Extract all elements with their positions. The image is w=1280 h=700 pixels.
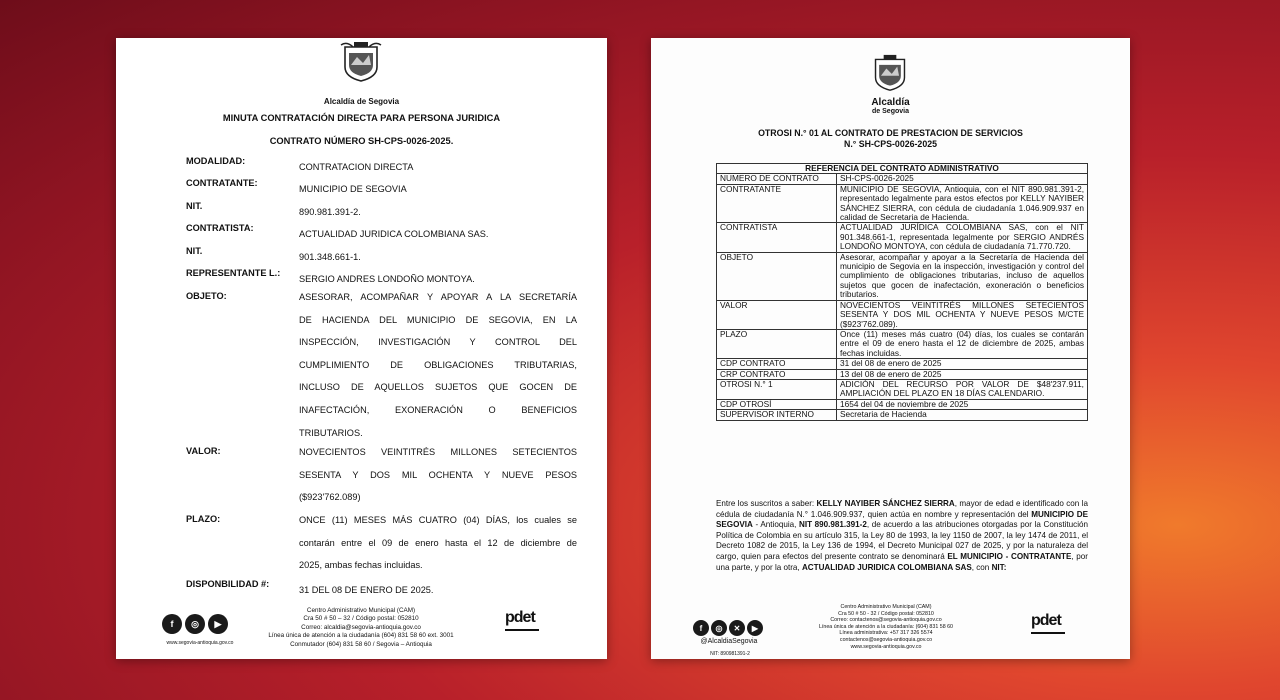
row-value: ADICIÓN DEL RECURSO POR VALOR DE $48'237.911, AMPLIACIÓN DEL PLAZO EN 18 DÍAS CALENDARIO. — [837, 379, 1088, 399]
body-bold: ACTUALIDAD JURIDICA COLOMBIANA SAS — [801, 562, 972, 572]
table-header: REFERENCIA DEL CONTRATO ADMINISTRATIVO — [717, 164, 1088, 174]
body-bold: EL MUNICIPIO - CONTRATANTE — [947, 551, 1072, 561]
document-page-otrosi — [651, 38, 1130, 659]
field-value: ACTUALIDAD JURIDICA COLOMBIANA SAS. — [299, 229, 489, 239]
coat-of-arms-icon — [870, 54, 910, 92]
brand-name: Alcaldía de Segovia — [323, 97, 400, 106]
title-line: OTROSI N.° 01 AL CONTRATO DE PRESTACION DE SERVICIOS — [758, 128, 1023, 138]
body-text: , mayor de edad e identificado con la cédula de ciudadanía N.° 1.046.909.937, quien actúa en nombre y representación del — [716, 499, 1088, 519]
body-bold: MUNICIPIO DE SEGOVIA — [716, 509, 1088, 530]
body-bold: KELLY NAYIBER SÁNCHEZ SIERRA — [816, 499, 955, 508]
field-label: OBJETO: — [186, 291, 227, 301]
youtube-icon[interactable]: ▶ — [747, 620, 763, 636]
value-line: SESENTA Y DOS MIL OCHENTA Y NUEVE PESOS — [299, 469, 577, 480]
value-line: 2025, ambas fechas incluidas. — [299, 560, 423, 571]
pdet-wordmark: pdet — [505, 609, 535, 626]
row-value: SH-CPS-0026-2025 — [837, 174, 1088, 184]
body-text: , de acuerdo a las atribuciones otorgadas por la Constitución Política de Colombia en su artículo 315, la Ley 80 de 1993, la ley 1150 de 2007, la ley 1474 de 2011, el Decreto 1082 de 2015, la Ley 136 de 1994, el Decreto Municipal 027 de 2025, y por la naturaleza del cargo, quien para efectos del presente contrato se denominará — [716, 520, 1089, 561]
row-key: CDP CONTRATO — [717, 359, 837, 369]
title-line: N.° SH-CPS-0026-2025 — [844, 139, 937, 149]
field-label: DISPONBILIDAD #: — [186, 579, 270, 589]
instagram-icon[interactable]: ◎ — [185, 614, 205, 634]
table-row — [717, 369, 1088, 379]
value-line: ONCE (11) MESES MÁS CUATRO (04) DÍAS, los cuales se — [299, 515, 577, 525]
brand-name — [651, 98, 1130, 116]
row-value: Secretaria de Hacienda — [837, 410, 1088, 420]
footer-contact — [801, 604, 971, 650]
document-page-minuta — [116, 38, 607, 659]
footer-line: Línea única de atención a la ciudadanía: (604) 831 58 60 — [819, 623, 953, 630]
x-icon[interactable]: ✕ — [729, 620, 745, 636]
row-value: 31 del 08 de enero de 2025 — [837, 359, 1088, 369]
field-value — [299, 441, 577, 509]
field-label: CONTRATANTE: — [186, 178, 258, 188]
table-row — [717, 329, 1088, 358]
row-key: OTROSI N.° 1 — [717, 379, 837, 399]
body-bold: NIT 890.981.391-2 — [799, 520, 867, 530]
table-row — [717, 399, 1088, 409]
field-label: REPRESENTANTE L.: — [186, 268, 281, 278]
footer-nit: NIT: 890981391-2 — [710, 651, 750, 657]
row-value: Once (11) meses más cuatro (04) días, los cuales se contarán entre el 09 de enero hasta el 12 de diciembre de 2025, ambas fechas incluidas. — [837, 329, 1088, 358]
pdet-logo — [505, 609, 545, 643]
document-title: MINUTA CONTRATACIÓN DIRECTA PARA PERSONA JURIDICA — [222, 113, 501, 123]
row-value: NOVECIENTOS VEINTITRÉS MILLONES SETECIENTOS SESENTA Y DOS MIL OCHENTA Y NUEVE PESOS M/CTE ($923'762.089). — [837, 300, 1088, 329]
footer-line: Línea única de atención a la ciudadanía (604) 831 58 60 ext. 3001 — [268, 632, 454, 640]
footer-line: Centro Administrativo Municipal (CAM) — [840, 604, 932, 610]
field-value: MUNICIPIO DE SEGOVIA — [299, 184, 407, 194]
field-label: CONTRATISTA: — [186, 223, 254, 233]
pdet-logo — [1031, 612, 1071, 646]
footer-contact — [266, 607, 456, 649]
social-handle[interactable]: @AlcaldiaSegovia — [700, 638, 758, 645]
youtube-icon[interactable]: ▶ — [208, 614, 228, 634]
contract-number: CONTRATO NÚMERO SH-CPS-0026-2025. — [269, 136, 454, 146]
field-label: NIT. — [186, 201, 203, 211]
row-key: CONTRATANTE — [717, 184, 837, 223]
row-value: Asesorar, acompañar y apoyar a la Secretaría de Hacienda del municipio de Segovia en la inspección, investigación y control del cumplimiento de obligaciones tributarias, incluso de aquellos sujetos que gocen de inafectación, exoneración o beneficios tributarios. — [837, 252, 1088, 300]
body-text: Entre los suscritos a saber: — [716, 499, 817, 508]
field-value: 890.981.391-2. — [299, 207, 361, 217]
footer-line: Correo: contactenos@segovia-antioquia.gov.co — [830, 617, 942, 624]
value-line: contarán entre el 09 de enero hasta el 12 de diciembre de — [299, 537, 577, 548]
footer-line: Conmutador (604) 831 58 60 / Segovia – Antioquia — [290, 640, 432, 648]
field-value: 901.348.661-1. — [299, 252, 361, 262]
value-line: DE HACIENDA DEL MUNICIPIO DE SEGOVIA, EN LA — [299, 314, 577, 325]
field-value: SERGIO ANDRES LONDOÑO MONTOYA. — [299, 274, 475, 284]
field-label: VALOR: — [186, 446, 221, 456]
footer-line: Cra 50 # 50 - 32 / Código postal: 052810 — [838, 610, 934, 617]
table-row — [717, 410, 1088, 420]
facebook-icon[interactable]: f — [162, 614, 182, 634]
row-key: SUPERVISOR INTERNO — [717, 410, 837, 420]
table-row — [717, 223, 1088, 252]
field-value — [299, 286, 577, 444]
facebook-icon[interactable]: f — [693, 620, 709, 636]
brand-line: Alcaldía — [871, 97, 910, 108]
table-row — [717, 252, 1088, 300]
field-value: 31 DEL 08 DE ENERO DE 2025. — [299, 585, 434, 595]
footer-line: www.segovia-antioquia.gov.co — [850, 643, 922, 650]
value-line: INCLUSO DE AQUELLOS SUJETOS QUE GOCEN DE — [299, 382, 577, 393]
value-line: ($923'762.089) — [299, 492, 361, 503]
document-title — [651, 128, 1130, 150]
row-key: NUMERO DE CONTRATO — [717, 174, 837, 184]
body-bold: NIT: — [991, 562, 1007, 572]
value-line: CUMPLIMIENTO DE OBLIGACIONES TRIBUTARIAS, — [299, 359, 577, 370]
footer-line: Línea administrativa: +57 317 326 5574 — [839, 630, 933, 637]
row-value: 13 del 08 de enero de 2025 — [837, 369, 1088, 379]
value-line: TRIBUTARIOS. — [299, 427, 363, 438]
row-key: PLAZO — [717, 329, 837, 358]
field-value — [299, 509, 577, 577]
footer-line: Correo: alcaldia@segovia-antioquia.gov.co — [301, 623, 421, 631]
contract-reference-table — [716, 163, 1088, 421]
row-value: ACTUALIDAD JURÍDICA COLOMBIANA SAS, con el NIT 901.348.661-1, representada legalmente por SERGIO ANDRÉS LONDOÑO MONTOYA, con cédula de ciudadanía 71.770.720. — [837, 223, 1088, 252]
row-key: CRP CONTRATO — [717, 369, 837, 379]
footer-line: contactenos@segovia-antioquia.gov.co — [839, 636, 933, 643]
table-header-row — [717, 164, 1088, 174]
social-icons — [162, 614, 228, 634]
table-row — [717, 184, 1088, 223]
body-text: - Antioquia, — [752, 520, 800, 530]
footer-line: Cra 50 # 50 – 32 / Código postal: 052810 — [303, 615, 419, 623]
instagram-icon[interactable]: ◎ — [711, 620, 727, 636]
row-value: MUNICIPIO DE SEGOVIA, Antioquia, con el NIT 890.981.391-2, representado legalmente para estos efectos por KELLY NAYIBER SÁNCHEZ SIERRA, con cédula de ciudadanía 1.046.909.937 en calidad de Secretaria de Hacienda. — [837, 184, 1088, 223]
value-line: INSPECCIÓN, INVESTIGACIÓN Y CONTROL DEL — [299, 337, 577, 348]
footer-line: Centro Administrativo Municipal (CAM) — [306, 607, 416, 614]
body-text: , por una parte, y por la otra, — [716, 551, 1088, 572]
brand-line: de Segovia — [872, 108, 909, 115]
table-row — [717, 174, 1088, 184]
website-link[interactable]: www.segovia-antioquia.gov.co — [166, 640, 234, 646]
value-line: NOVECIENTOS VEINTITRÉS MILLONES SETECIENTOS — [299, 447, 577, 457]
field-label: MODALIDAD: — [186, 156, 246, 166]
table-row — [717, 359, 1088, 369]
row-key: OBJETO — [717, 252, 837, 300]
table-row — [717, 379, 1088, 399]
coat-of-arms-icon — [339, 41, 383, 83]
row-key: CDP OTROSÍ — [717, 399, 837, 409]
field-value: CONTRATACION DIRECTA — [299, 162, 414, 172]
contract-body-text — [716, 499, 1088, 573]
field-label: NIT. — [186, 246, 203, 256]
body-text: , con — [971, 562, 992, 572]
value-line: ASESORAR, ACOMPAÑAR Y APOYAR A LA SECRETARÍA — [299, 292, 577, 302]
value-line: INAFECTACIÓN, EXONERACIÓN O BENEFICIOS — [299, 404, 577, 415]
social-icons — [693, 620, 763, 636]
table-row — [717, 300, 1088, 329]
pdet-wordmark: pdet — [1031, 612, 1061, 629]
field-label: PLAZO: — [186, 514, 221, 524]
row-key: CONTRATISTA — [717, 223, 837, 252]
row-value: 1654 del 04 de noviembre de 2025 — [837, 399, 1088, 409]
row-key: VALOR — [717, 300, 837, 329]
